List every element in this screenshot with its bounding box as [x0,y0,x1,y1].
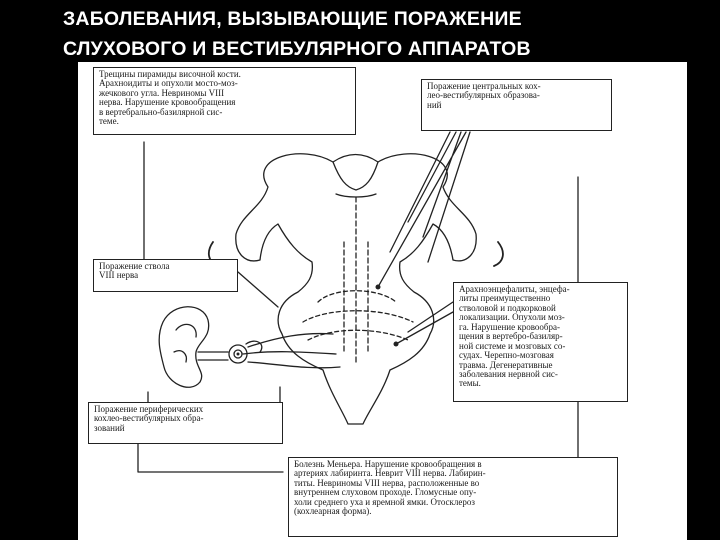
text-line: Болезнь Меньера. Нарушение кровообращения в [294,459,482,469]
text-line: ной системе и мозговых со- [459,340,566,351]
text-line: титы. Невриномы VIII нерва, расположенные во [294,477,480,488]
title-line-1: ЗАБОЛЕВАНИЯ, ВЫЗЫВАЮЩИЕ ПОРАЖЕНИЕ [63,8,522,30]
text-line: заболевания нервной сис- [459,368,558,379]
text-line: Трещины пирамиды височной кости. [99,69,241,79]
diagram-panel [78,62,687,540]
text-line: внутреннем слуховом проходе. Гломусные опу- [294,487,477,498]
text-line: леo-вестибулярных образова- [427,90,540,101]
text-line: стволовой и подкорковой [459,302,556,313]
box-meniere-disease [288,457,618,537]
slide-title [63,4,713,64]
text-line: га. Нарушение кровообра- [459,321,560,332]
title-line-2: СЛУХОВОГО И ВЕСТИБУЛЯРНОГО АППАРАТОВ [63,38,531,60]
text-line: нерва. Нарушение кровообращения [99,97,236,108]
text-line: литы преимущественно [459,293,551,304]
nucleus-regions [303,291,413,340]
ear-inner [174,324,196,362]
text-line: Поражение периферических [94,404,204,414]
box-arachnoencephalitis [453,282,628,402]
text-line: VIII нерва [99,270,139,281]
text-line: локализации. Опухоли моз- [459,312,565,323]
text-line: Арахноидиты и опухоли мосто-моз- [99,78,238,89]
text-line: артериях лабиринта. Неврит VIII нерва. Лабирин- [294,468,486,479]
box-pyramid-fractures [93,67,356,135]
text-line: кохлео-вестибулярных обра- [94,413,204,424]
text-line: Поражение ствола [99,261,170,271]
text-line: Поражение центральных кох- [427,81,541,91]
box-trunk-lesion [93,259,238,292]
text-line: теме. [99,116,119,127]
midline [344,197,368,362]
text-line: щения в вертебро-базиляр- [459,331,563,342]
text-line: (кохлеарная форма). [294,506,372,517]
text-line: жечкового угла. Невриномы VIII [99,87,225,98]
box-peripheral-lesions [88,402,283,444]
text-line: холи среднего уха и яремной ямки. Отосклероз [294,496,475,507]
ear-outline [159,307,209,388]
text-line: в вертебрально-базилярной сис- [99,106,223,117]
text-line: темы. [459,378,481,389]
ear-canal [198,352,228,360]
text-line: судах. Черепно-мозговая [459,350,554,361]
box-central-lesions [421,79,612,131]
text-line: ний [427,99,442,110]
text-line: травма. Дегенеративные [459,359,553,370]
fissure-lines [333,162,378,197]
text-line: зований [94,422,125,433]
text-line: Арахноэнцефалиты, энцефа- [459,284,570,294]
